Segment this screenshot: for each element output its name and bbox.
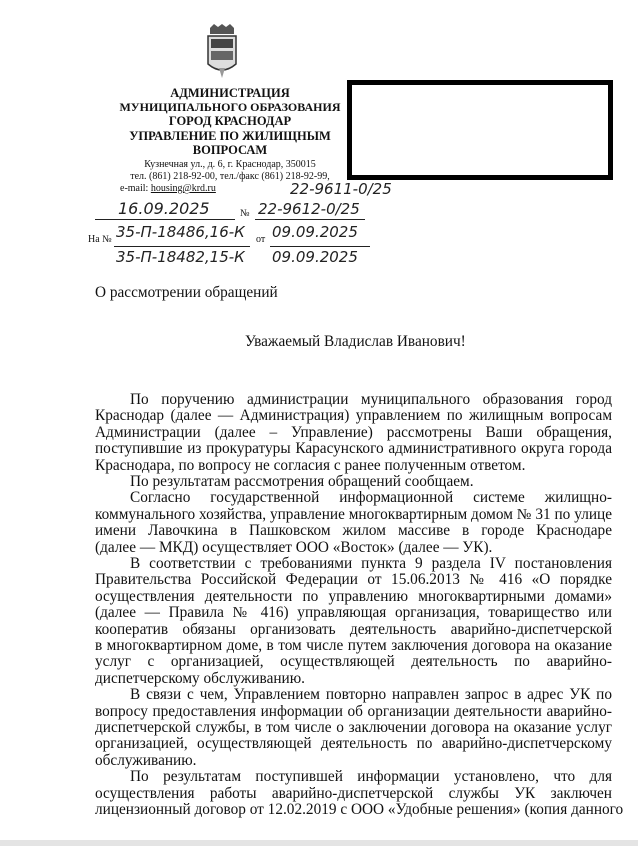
body-text-line: вопросу предоставления информации об организации деятельности аварийно- (95, 703, 612, 720)
handwritten-extra-number: 22-9611-0/25 (290, 180, 392, 198)
body-text-line: имени Лавочкина в Пашковском жилом массиве в городе Краснодаре (95, 523, 612, 540)
handwritten-number: 22-9612-0/25 (258, 200, 360, 218)
body-text-line: (далее — Правила № 416) управляющая организация, товарищество или (95, 605, 612, 622)
body-text-line: По результатам поступившей информации установлено, что для (130, 769, 612, 786)
body-text-line: Согласно государственной информационной системе жилищно- (130, 490, 612, 507)
body-text-line: осуществления работы аварийно-диспетчерской службы УК заключен (95, 785, 612, 802)
org-email-row (120, 183, 216, 196)
body-text-line: Краснодар (далее — Администрация) управлением по жилищным вопросам (95, 408, 612, 425)
number-underline (255, 219, 365, 220)
ref-date-underline (270, 246, 370, 247)
number-label: № (240, 208, 250, 219)
body-text-line: В связи с чем, Управлением повторно направлен запрос в адрес УК по (130, 687, 612, 704)
body-text-line: организацией, осуществляющей деятельность по аварийно-диспетчерскому (95, 736, 612, 753)
handwritten-ref-date: 09.09.2025 (272, 248, 358, 266)
handwritten-date: 16.09.2025 (118, 199, 210, 218)
org-name-line: АДМИНИСТРАЦИЯ (170, 86, 290, 100)
body-text-line: Краснодара, по вопросу не согласия с ранее полученным ответом. (95, 456, 526, 474)
salutation: Уважаемый Владислав Иванович! (245, 333, 466, 350)
body-text-line: Администрации (далее – Управление) рассмотрены Ваши обращения, (95, 424, 612, 441)
redacted-addressee-box (347, 80, 613, 180)
body-text-line: Правительства Российской Федерации от 15.06.2013 № 416 «О порядке (95, 572, 612, 589)
body-text-line: услуг с организацией, осуществляющей деятельность по аварийно- (95, 654, 612, 671)
ref-label: На № (88, 234, 112, 245)
body-text-line: поступившие из прокуратуры Карасунского административного округа города (95, 441, 612, 458)
scan-bottom-edge (0, 840, 638, 846)
from-label: от (256, 234, 266, 245)
body-text-line: обслуживанию. (95, 751, 197, 769)
handwritten-ref-date: 09.09.2025 (272, 223, 358, 241)
email-label: e-mail: (120, 183, 151, 194)
body-text-line: коммунального хозяйства, управление многоквартирным домом № 31 по улице (95, 506, 612, 523)
body-text-line: По поручению администрации муниципального образования город (130, 392, 612, 408)
body-text-line: По результатам рассмотрения обращений сообщаем. (130, 473, 474, 490)
org-phone: тел. (861) 218-92-00, тел./факс (861) 218-92-99, (130, 171, 330, 182)
body-text-line: диспетчерскому обслуживанию. (95, 669, 305, 687)
handwritten-ref-number: 35-П-18486,16-К (116, 223, 245, 241)
handwritten-ref-number: 35-П-18482,15-К (116, 248, 245, 266)
body-text-line: осуществления деятельности по управлению многоквартирными домами» (95, 588, 612, 605)
body-text-line: кооператив обязаны организовать деятельность аварийно-диспетчерской (95, 621, 612, 638)
department-line: УПРАВЛЕНИЕ ПО ЖИЛИЩНЫМ (129, 129, 331, 143)
letter-subject: О рассмотрении обращений (95, 284, 278, 301)
ref-underline (114, 246, 250, 247)
date-underline (95, 219, 235, 220)
department-line: ВОПРОСАМ (192, 143, 268, 157)
coat-of-arms-logo (204, 24, 240, 80)
body-text-line: В соответствии с требованиями пункта 9 раздела IV постановления (130, 556, 612, 572)
body-text-line: в многоквартирном доме, в том числе путем заключения договора на оказание (95, 638, 612, 654)
body-text-line: диспетчерской службы, в том числе о заключении договора на оказание услуг (95, 720, 612, 736)
email-link[interactable]: housing@krd.ru (150, 183, 216, 194)
org-address: Кузнечная ул., д. 6, г. Краснодар, 350015 (144, 159, 316, 170)
body-text-line: (далее — МКД) осуществляет ООО «Восток» (далее — УК). (95, 538, 493, 556)
body-text-line: лицензионный договор от 12.02.2019 с ООО «Удобные решения» (копия данного (95, 801, 624, 818)
org-name-line: ГОРОД КРАСНОДАР (168, 114, 292, 128)
org-name-line: МУНИЦИПАЛЬНОГО ОБРАЗОВАНИЯ (119, 100, 341, 114)
